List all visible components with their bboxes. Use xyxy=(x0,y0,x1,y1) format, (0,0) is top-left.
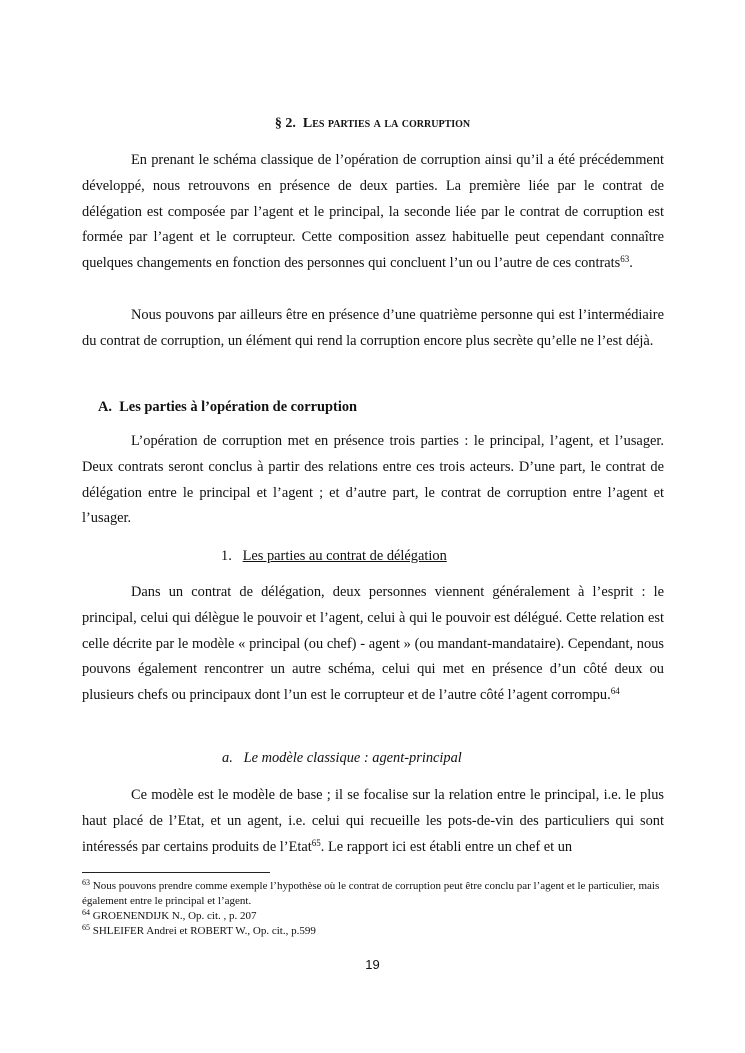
footnote-number: 63 xyxy=(82,878,90,887)
footnote-63 xyxy=(82,879,667,909)
heading-a xyxy=(98,399,357,416)
paragraph-3 xyxy=(82,429,664,532)
paragraph-4-text: Dans un contrat de délégation, deux personnes viennent généralement à l’esprit : le principal, celui qui délègue le pouvoir et l’agent, celui à qui le pouvoir est délégué. Cette relation est celle décrite par le modèle « principal (ou chef) - agent » (ou mandant-mandataire). Cependant, nous pouvons également rencontrer un autre schéma, celui qui met en présence d’un côté deux ou plusieurs chefs ou principaux dont l’un est le corrupteur et de l’autre côté l’agent corrompu. xyxy=(82,584,664,704)
heading-1-label: 1. xyxy=(221,548,232,564)
footnote-number: 65 xyxy=(82,923,90,932)
heading-a2-label: a. xyxy=(222,750,233,766)
paragraph-5-end: . Le rapport ici est établi entre un chef et un xyxy=(320,838,573,855)
paragraph-1-text: En prenant le schéma classique de l’opération de corruption ainsi qu’il a été précédemment développé, nous retrouvons en présence de deux parties. La première liée par le contrat de délégation est composée par l’agent et le principal, la seconde liée par le contrat de corruption est formée par l’agent et le corrupteur. Cette composition assez habituelle peut cependant connaître quelques changements en fonction des personnes qui concluent l’un ou l’autre de ces contrats xyxy=(82,152,664,272)
footnote-64 xyxy=(82,909,667,924)
footnote-65 xyxy=(82,924,667,939)
heading-a2 xyxy=(222,750,462,767)
paragraph-5 xyxy=(82,783,664,860)
footnote-text: Nous pouvons prendre comme exemple l’hypothèse où le contrat de corruption peut être conclu par l’agent et le particulier, mais également entre le principal et l’agent. xyxy=(82,880,660,907)
heading-a2-title: Le modèle classique : agent-principal xyxy=(243,750,462,766)
paragraph-4 xyxy=(82,580,664,709)
paragraph-2 xyxy=(82,303,664,355)
section-number: § 2. xyxy=(274,116,296,131)
paragraph-5-text: Ce modèle est le modèle de base ; il se focalise sur la relation entre le principal, i.e. le plus haut placé de l’Etat, et un agent, i.e. celui qui recueille les pots-de-vin des particuliers qui sont intéressés par certains produits de l’Etat xyxy=(82,787,664,855)
footnote-text: GROENENDIJK N., Op. cit. , p. 207 xyxy=(90,910,257,922)
section-title-text: Les parties a la corruption xyxy=(302,116,471,131)
heading-1-title: Les parties au contrat de délégation xyxy=(242,548,447,564)
heading-a-label: A. xyxy=(98,399,112,415)
footnote-separator xyxy=(82,872,270,873)
footnote-ref-64: 64 xyxy=(610,686,620,697)
heading-1 xyxy=(221,548,447,565)
page-number: 19 xyxy=(365,957,380,972)
footnote-number: 64 xyxy=(82,908,90,917)
paragraph-3-text: L’opération de corruption met en présence trois parties : le principal, l’agent, et l’usager. Deux contrats seront conclus à partir des relations entre ces trois acteurs. D’une part, le contrat de délégation entre le principal et l’agent ; et d’autre part, le contrat de corruption entre l’agent et l’usager. xyxy=(82,433,664,527)
heading-a-title: Les parties à l’opération de corruption xyxy=(119,399,358,415)
footnote-ref-63: 63 xyxy=(620,254,630,265)
footnote-text: SHLEIFER Andrei et ROBERT W., Op. cit., p.599 xyxy=(90,925,316,937)
paragraph-2-text: Nous pouvons par ailleurs être en présence d’une quatrième personne qui est l’intermédiaire du contrat de corruption, un élément qui rend la corruption encore plus secrète qu’elle ne l’est déjà. xyxy=(82,307,664,349)
footnote-ref-65: 65 xyxy=(311,837,321,848)
section-title xyxy=(0,116,745,132)
footnotes xyxy=(82,879,667,939)
paragraph-1-end: . xyxy=(629,255,633,272)
paragraph-1 xyxy=(82,148,664,277)
